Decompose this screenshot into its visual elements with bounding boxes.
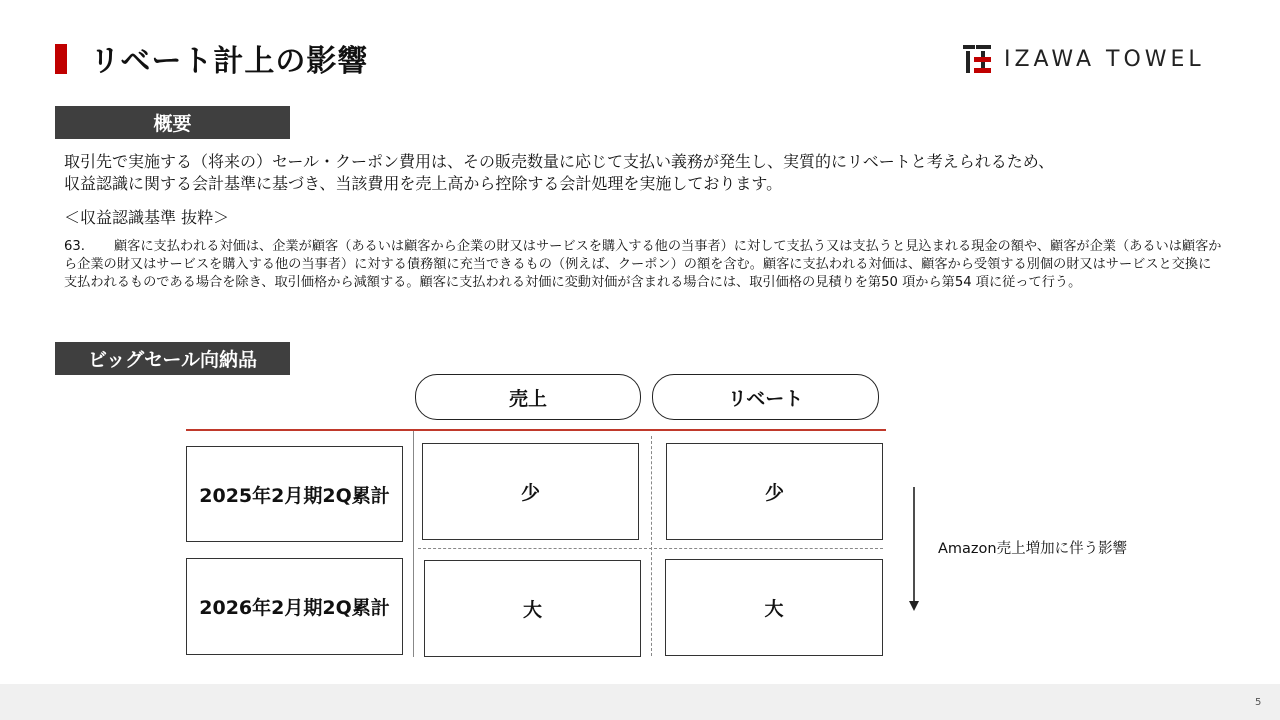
row-divider-dashed <box>418 548 883 549</box>
impact-arrow-label: Amazon売上増加に伴う影響 <box>938 541 1128 557</box>
down-arrow-icon <box>906 487 922 613</box>
column-header-sales: 売上 <box>415 374 641 420</box>
cell-2026-sales: 大 <box>424 560 641 657</box>
excerpt-text: 顧客に支払われる対価は、企業が顧客（あるいは顧客から企業の財又はサービスを購入する他の当事者）に対して支払う又は支払うと見込まれる現金の額や、顧客が企業（あるいは顧客から企業の財又はサービスを購入する他の当事者）に対する債務額に充当できるもの（例えば、クーポン）の額を含む。顧客に支払われる対価は、顧客から受領する別個の財又はサービスと交換に支払われるものである場合を除き、取引価格から減額する。顧客に支払われる対価に変動対価が含まれる場合には、取引価格の見積りを第50 項から第54 項に従って行う。 <box>64 239 1222 290</box>
big-sale-section-label: ビッグセール向納品 <box>55 342 290 375</box>
izawa-towel-logo-mark-icon <box>962 44 992 74</box>
excerpt-body <box>64 238 1224 292</box>
excerpt-number: 63. <box>64 239 85 254</box>
footer-bar <box>0 684 1280 720</box>
column-header-rebate: リベート <box>652 374 879 420</box>
cell-2025-sales: 少 <box>422 443 639 540</box>
page-number: 5 <box>1255 697 1262 708</box>
summary-line-1: 取引先で実施する（将来の）セール・クーポン費用は、その販売数量に応じて支払い義務が発生し、実質的にリベートと考えられるため、 <box>64 152 1055 171</box>
page-title: リベート計上の影響 <box>90 44 369 79</box>
title-accent-bar <box>55 44 67 74</box>
row-label-2025: 2025年2月期2Q累計 <box>186 446 403 542</box>
header-divider-line <box>186 429 886 431</box>
company-logo <box>962 44 1205 74</box>
cell-2025-rebate: 少 <box>666 443 883 540</box>
column-divider-dashed <box>651 436 652 656</box>
overview-section-label: 概要 <box>55 106 290 139</box>
logo-text: IZAWA TOWEL <box>1004 46 1205 72</box>
cell-2026-rebate: 大 <box>665 559 883 656</box>
row-label-2026: 2026年2月期2Q累計 <box>186 558 403 655</box>
row-label-divider <box>413 431 414 657</box>
excerpt-heading: ＜収益認識基準 抜粋＞ <box>64 208 230 227</box>
summary-line-2: 収益認識に関する会計基準に基づき、当該費用を売上高から控除する会計処理を実施しております。 <box>64 174 783 193</box>
summary-text <box>64 151 1229 195</box>
